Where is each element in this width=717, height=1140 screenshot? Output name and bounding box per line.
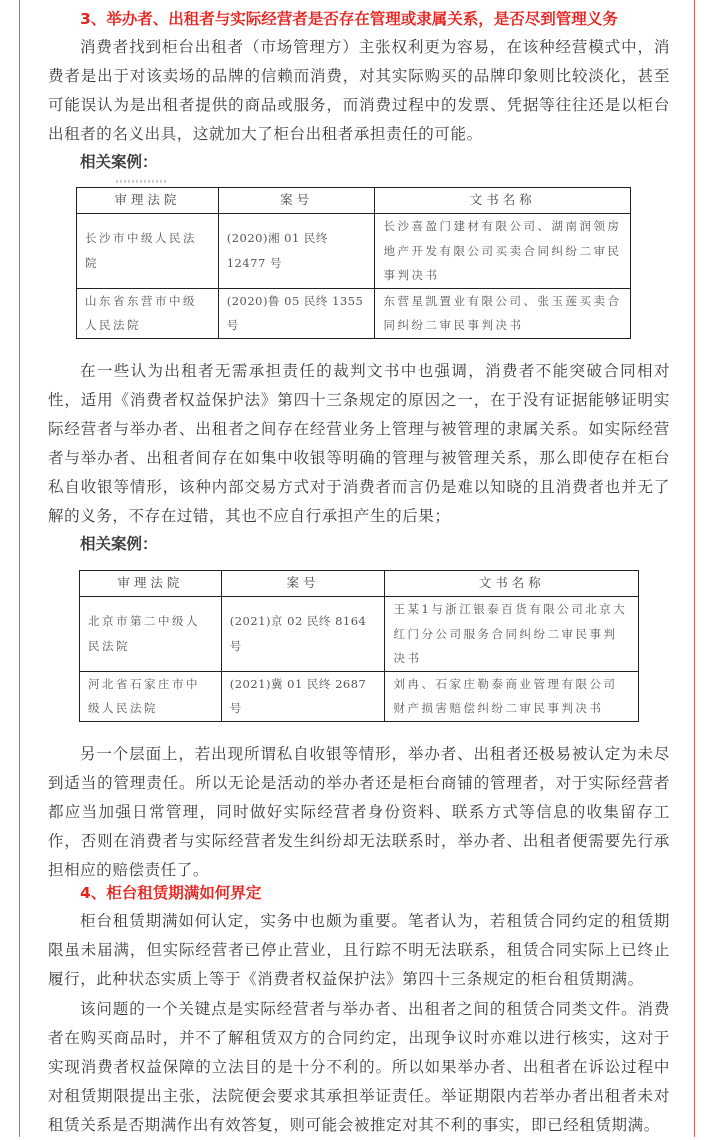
header-court: 审理法院 [80, 571, 222, 597]
header-document-name: 文书名称 [375, 188, 631, 214]
cell-case-number: (2020)湘 01 民终 12477 号 [218, 214, 375, 289]
related-cases-label-1: 相关案例： [80, 153, 158, 171]
section-3-paragraph-2: 在一些认为出租者无需承担责任的裁判文书中也强调，消费者不能突破合同相对性，适用《消费者权益保护法》第四十三条规定的原因之一，在于没有证据能够证明实际经营者与举办者、出租者之间存在经营业务上管理与被管理的隶属关系。如实际经营者与举办者、出租者间存在如集中收银等明确的管理与被管理关系，那么即使存在柜台私自收银等情形，该种内部交易方式对于消费者而言仍是难以知晓的且消费者也并无了解的义务，不存在过错，其也不应自行承担产生的后果； [48, 362, 670, 525]
cell-case-number: (2020)鲁 05 民终 1355 号 [218, 288, 375, 338]
table-row [80, 671, 639, 721]
cases-table-1 [76, 187, 631, 339]
table-row [77, 214, 631, 289]
section-3-paragraph-3: 另一个层面上，若出现所谓私自收银等情形，举办者、出租者还极易被认定为未尽到适当的管理责任。所以无论是活动的举办者还是柜台商铺的管理者，对于实际经营者都应当加强日常管理，同时做好实际经营者身份资料、联系方式等信息的收集留存工作，否则在消费者与实际经营者发生纠纷却无法联系时，举办者、出租者便需要先行承担相应的赔偿责任了。 [48, 745, 670, 879]
header-case-number: 案号 [218, 188, 375, 214]
section-4-paragraph-2: 该问题的一个关键点是实际经营者与举办者、出租者之间的租赁合同类文件。消费者在购买商品时，并不了解租赁双方的合同约定，出现争议时亦难以进行核实，这对于实现消费者权益保障的立法目的是十分不利的。所以如果举办者、出租者在诉讼过程中对租赁期限提出主张，法院便会要求其承担举证责任。举证期限内若举办者出租者未对租赁关系是否期满作出有效答复，则可能会被推定对其不利的事实，即已经租赁期满。 [48, 1000, 670, 1134]
header-document-name: 文书名称 [385, 571, 639, 597]
header-case-number: 案号 [221, 571, 385, 597]
table-row [77, 288, 631, 338]
related-cases-label-2: 相关案例： [80, 535, 158, 553]
cell-court: 河北省石家庄市中级人民法院 [80, 671, 222, 721]
section-3-paragraph-1: 消费者找到柜台出租者（市场管理方）主张权利更为容易，在该种经营模式中，消费者是出于对该卖场的品牌的信赖而消费，对其实际购买的品牌印象则比较淡化，甚至可能误认为是出租者提供的商品或服务，而消费过程中的发票、凭据等往往还是以柜台出租者的名义出具，这就加大了柜台出租者承担责任的可能。 [48, 38, 670, 143]
cases-table-2 [79, 570, 639, 722]
table-header-row [77, 188, 631, 214]
cell-document-name: 王某1与浙江银泰百货有限公司北京大红门分公司服务合同纠纷二审民事判决书 [385, 597, 639, 672]
cell-case-number: (2021)京 02 民终 8164 号 [221, 597, 385, 672]
cell-case-number: (2021)冀 01 民终 2687 号 [221, 671, 385, 721]
cell-court: 北京市第二中级人民法院 [80, 597, 222, 672]
header-court: 审理法院 [77, 188, 219, 214]
cell-document-name: 长沙喜盈门建材有限公司、湖南润领房地产开发有限公司买卖合同纠纷二审民事判决书 [375, 214, 631, 289]
section-4-heading: 4、柜台租赁期满如何界定 [80, 884, 262, 902]
section-3-heading: 3、举办者、出租者与实际经营者是否存在管理或隶属关系，是否尽到管理义务 [80, 10, 618, 28]
cell-court: 山东省东营市中级人民法院 [77, 288, 219, 338]
table-row [80, 597, 639, 672]
cell-document-name: 刘冉、石家庄勒泰商业管理有限公司财产损害赔偿纠纷二审民事判决书 [385, 671, 639, 721]
section-4-paragraph-1: 柜台租赁期满如何认定，实务中也颇为重要。笔者认为，若租赁合同约定的租赁期限虽未届满，但实际经营者已停止营业，且行踪不明无法联系，租赁合同实际上已终止履行，此种状态实质上等于《消费者权益保护法》第四十三条规定的柜台租赁期满。 [48, 912, 670, 988]
cell-document-name: 东营星凯置业有限公司、张玉莲买卖合同纠纷二审民事判决书 [375, 288, 631, 338]
cell-court: 长沙市中级人民法院 [77, 214, 219, 289]
image-artifact [116, 180, 166, 183]
table-header-row [80, 571, 639, 597]
